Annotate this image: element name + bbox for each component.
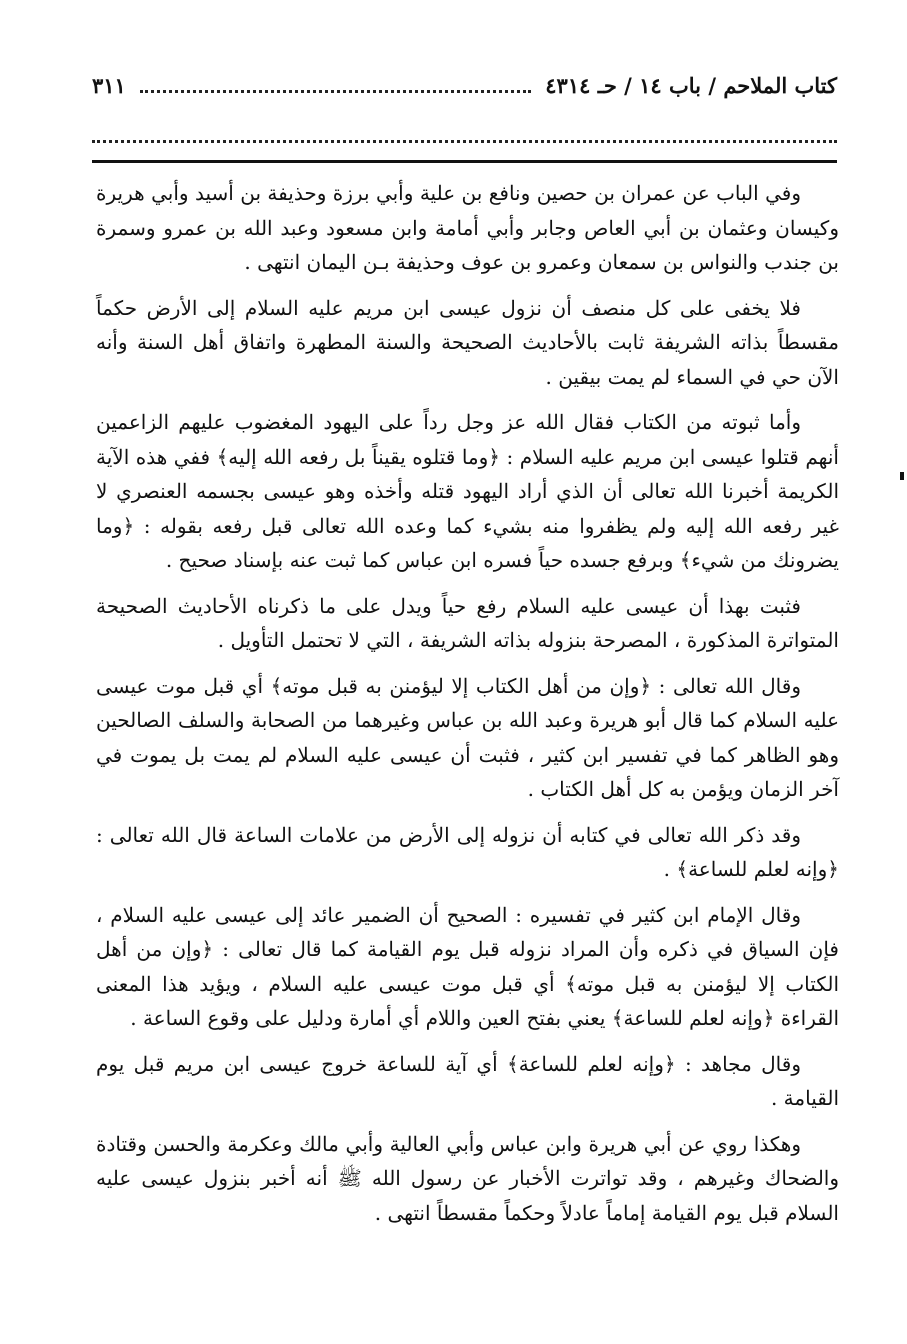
dotted-divider [92, 140, 837, 143]
header-title: كتاب الملاحم / باب ١٤ / حـ ٤٣١٤ [545, 72, 837, 98]
running-header [92, 68, 837, 102]
page-body [96, 176, 839, 1241]
solid-divider [92, 160, 837, 163]
paragraph: فلا يخفى على كل منصف أن نزول عيسى ابن مريم عليه السلام إلى الأرض حكماً مقسطاً بذاته الشريفة ثابت بالأحاديث الصحيحة والسنة المطهرة واتفاق أهل السنة وأنه الآن حي في السماء لم يمت بيقين . [96, 295, 839, 389]
paragraph: وقال الله تعالى : ﴿وإن من أهل الكتاب إلا ليؤمنن به قبل موته﴾ أي قبل موت عيسى عليه السلام كما قال أبو هريرة وعبد الله بن عباس وغيرهما من الصحابة والسلف الصالحين وهو الظاهر كما في تفسير ابن كثير ، فثبت أن عيسى عليه السلام لم يمت بل يموت في آخر الزمان ويؤمن به كل أهل الكتاب . [96, 673, 839, 801]
paragraph: وقال مجاهد : ﴿وإنه لعلم للساعة﴾ أي آية للساعة خروج عيسى ابن مريم قبل يوم القيامة . [96, 1051, 839, 1110]
paragraph: فثبت بهذا أن عيسى عليه السلام رفع حياً ويدل على ما ذكرناه الأحاديث الصحيحة المتواترة المذكورة ، المصرحة بنزوله بذاته الشريفة ، التي لا تحتمل التأويل . [96, 593, 839, 652]
margin-mark [900, 472, 904, 480]
paragraph: وقد ذكر الله تعالى في كتابه أن نزوله إلى الأرض من علامات الساعة قال الله تعالى : ﴿وإنه لعلم للساعة﴾ . [96, 822, 839, 881]
paragraph: وهكذا روي عن أبي هريرة وابن عباس وأبي العالية وأبي مالك وعكرمة والحسن وقتادة والضحاك وغيرهم ، وقد تواترت الأخبار عن رسول الله ﷺ أنه أخبر بنزول عيسى عليه السلام قبل يوم القيامة إماماً عادلاً وحكماً مقسطاً انتهى . [96, 1131, 839, 1225]
page-number: ٣١١ [92, 72, 126, 98]
header-dot-leader [140, 78, 531, 93]
paragraph: وأما ثبوته من الكتاب فقال الله عز وجل رداً على اليهود المغضوب عليهم الزاعمين أنهم قتلوا عيسى ابن مريم عليه السلام : ﴿وما قتلوه يقيناً بل رفعه الله إليه﴾ ففي هذه الآية الكريمة أخبرنا الله تعالى أن الذي أراد اليهود قتله وأخذه وهو عيسى بجسمه العنصري لا غير رفعه الله إليه ولم يظفروا منه بشيء كما وعده الله تعالى قبل رفعه بقوله : ﴿وما يضرونك من شيء﴾ وبرفع جسده حياً فسره ابن عباس كما ثبت عنه بإسناد صحيح . [96, 410, 839, 572]
paragraph: وقال الإمام ابن كثير في تفسيره : الصحيح أن الضمير عائد إلى عيسى عليه السلام ، فإن السياق في ذكره وأن المراد نزوله قبل يوم القيامة كما قال تعالى : ﴿وإن من أهل الكتاب إلا ليؤمنن به قبل موته﴾ أي قبل موت عيسى عليه السلام ، ويؤيد هذا المعنى القراءة ﴿وإنه لعلم للساعة﴾ يعني بفتح العين واللام أي أمارة ودليل على وقوع الساعة . [96, 902, 839, 1030]
paragraph: وفي الباب عن عمران بن حصين ونافع بن علية وأبي برزة وحذيفة بن أسيد وأبي هريرة وكيسان وعثمان بن أبي العاص وجابر وأبي أمامة وابن مسعود وعبد الله بن عمرو وسمرة بن جندب والنواس بن سمعان وعمرو بن عوف وحذيفة بـن اليمان انتهى . [96, 181, 839, 274]
